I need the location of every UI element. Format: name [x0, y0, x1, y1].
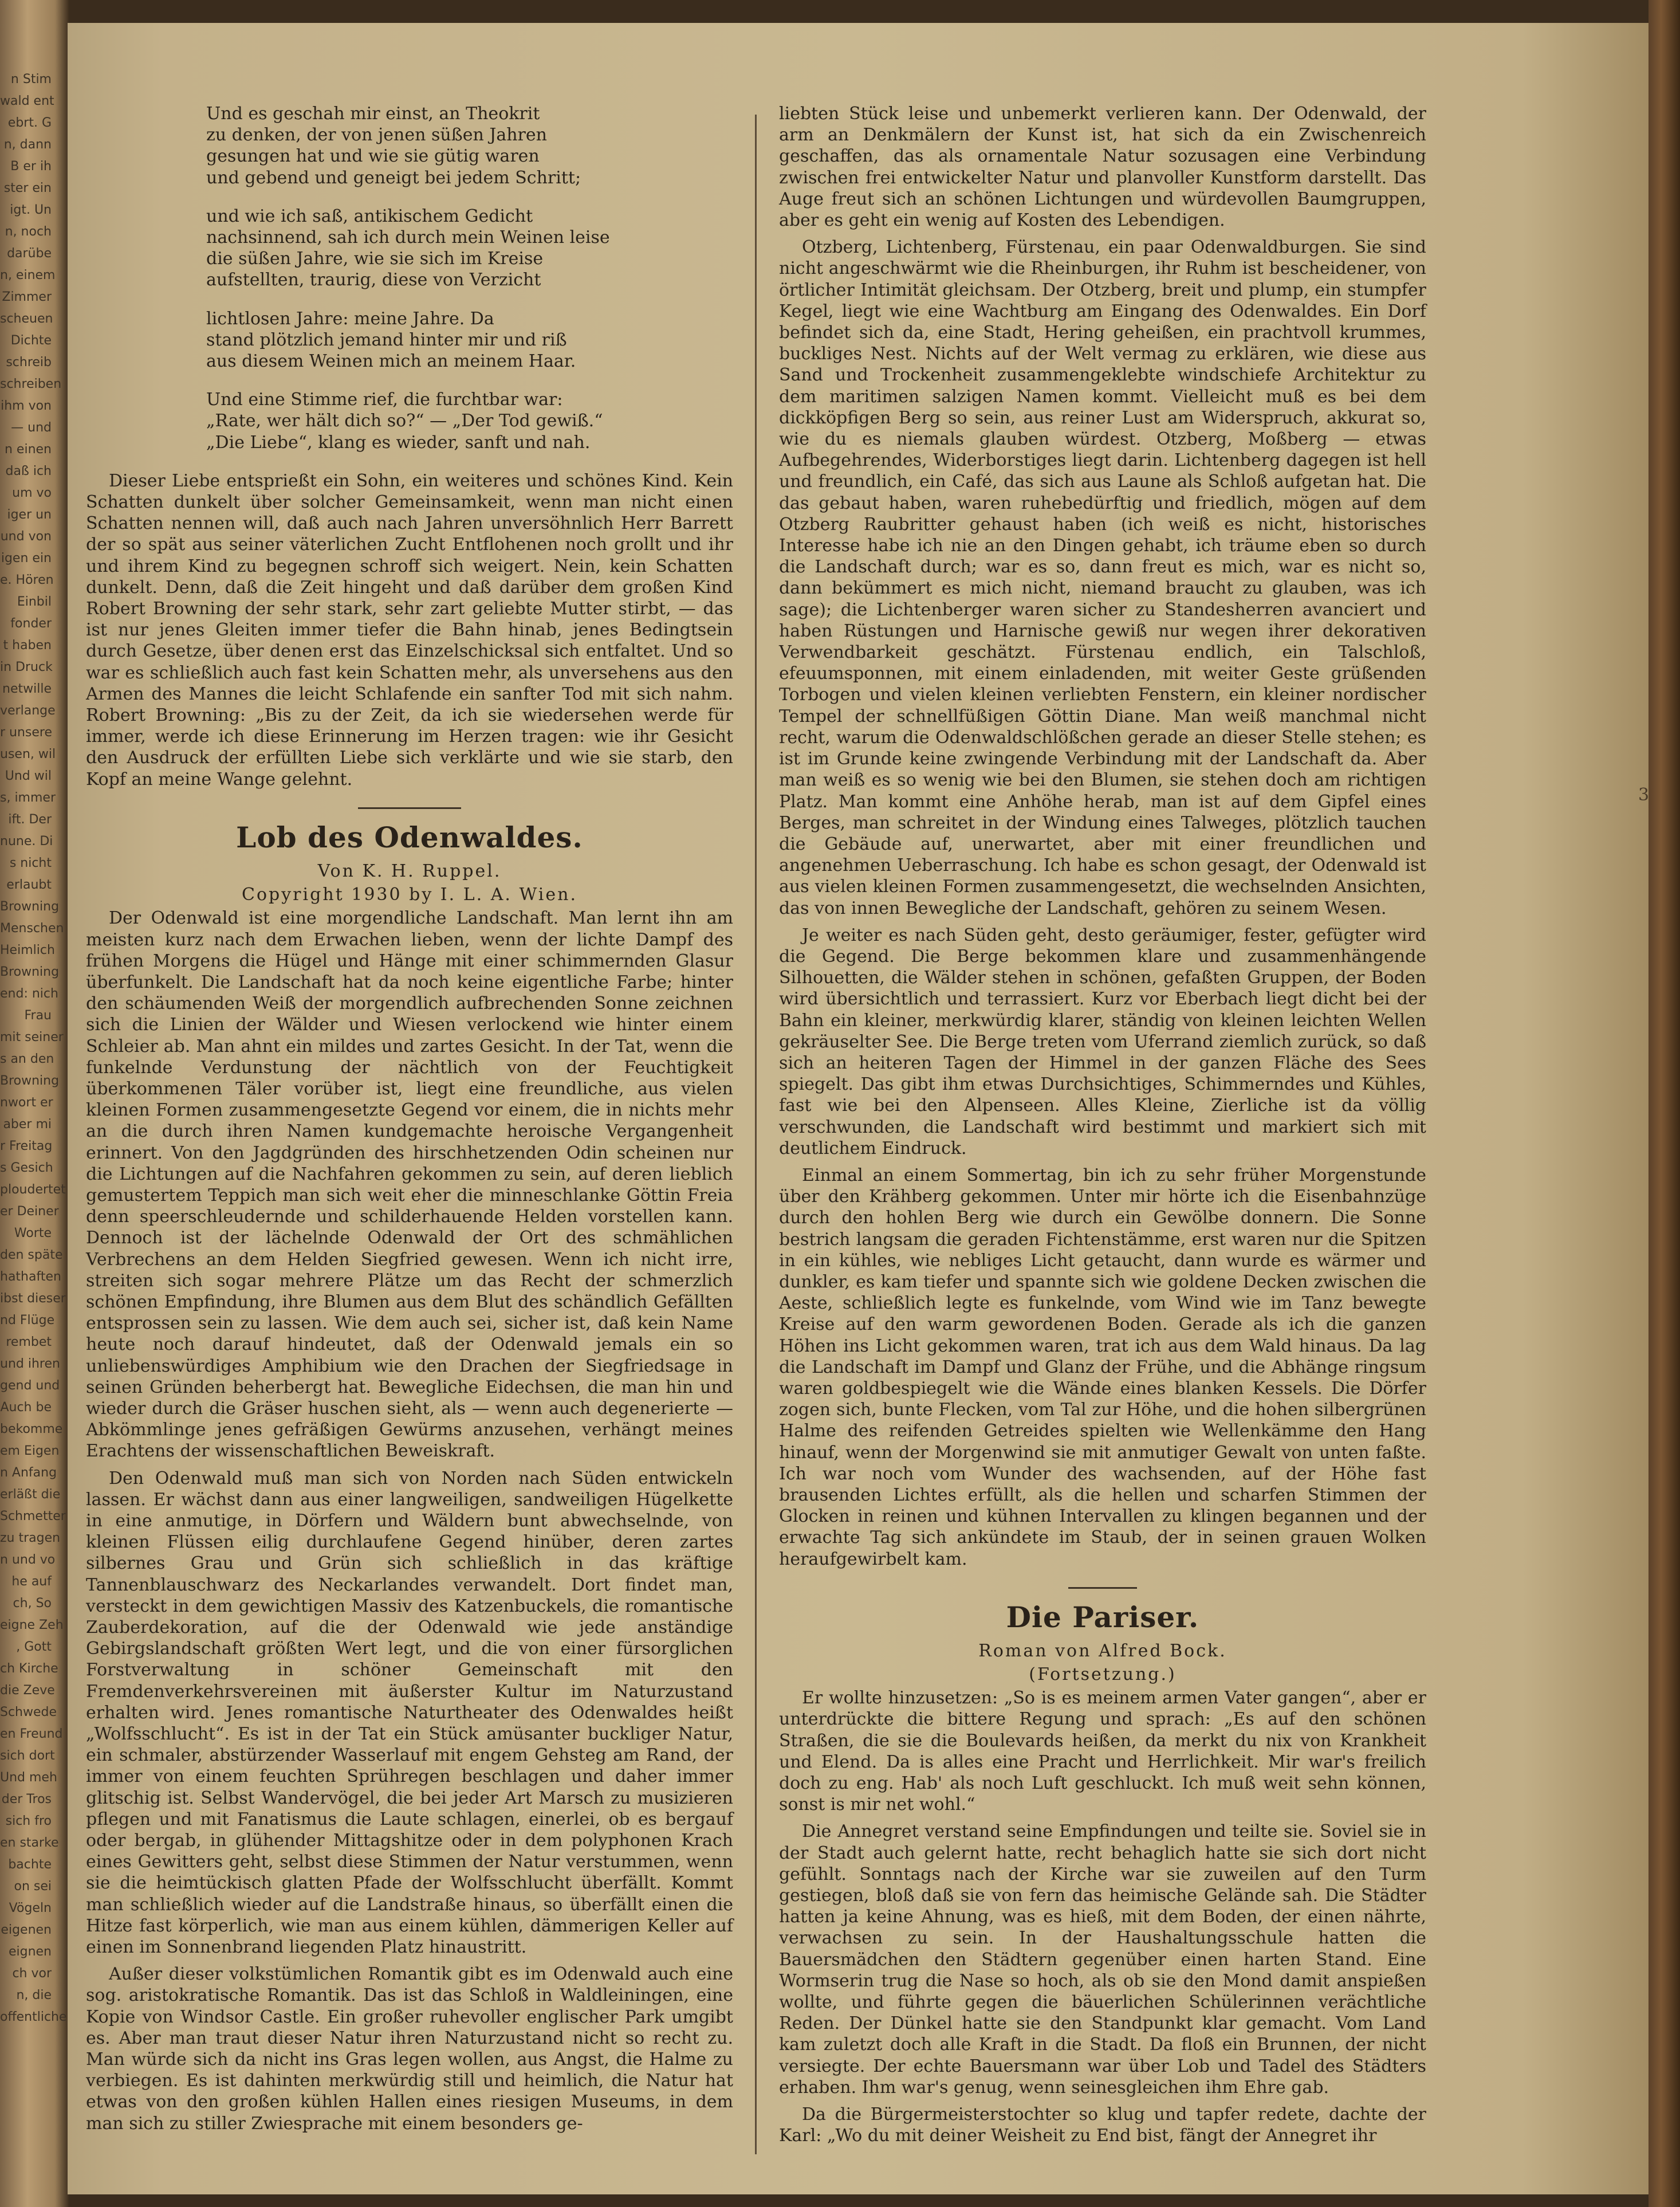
paragraph: Der Odenwald ist eine morgendliche Landschaft. Man lernt ihn am meisten kurz nach dem Erwachen lieben, wenn der lichte Dampf des frühen Morgens die Hügel und Hänge mit einer schimmernden Glasur überfunkelt. Die Landschaft hat da noch keine eigentliche Farbe; hinter den schäumenden Weiß der morgendlich aufbrechenden Sonne zeichnen sich die Linien der Wälder und Wiesen verlockend wie hinter einem Schleier ab. Man ahnt ein mildes und zartes Gesicht. In der Tat, wenn die funkelnde Verdunstung der nächtlich von der Feuchtigkeit überkommenen Täler vorüber ist, liegt eine freundliche, aus vielen kleinen Formen zusammengesetzte Gegend vor einem, die in nichts mehr an die durch ihren Namen kundgemachte heroische Vergangenheit erinnert. Von den Jagdgründen des hirschhetzenden Odin scheinen nur die Lichtungen auf die Nachfahren gekommen zu sein, auf deren lieblich gemustertem Teppich man sich weit eher die minneschlanke Göttin Freia denn speerschleudernde und schilderhauende Helden vorstellen kann. Dennoch ist der lächelnde Odenwald der Ort des schmählichen Verbrechens an dem Helden Siegfried gewesen. Wenn ich nicht irre, streiten sich sogar mehrere Plätze um das Recht der schmerzlich schönen Empfindung, ihre Blumen aus dem Blut des schändlich Gefällten entsprossen sein zu lassen. Wie dem auch sei, sicher ist, daß kein Name heute noch darauf hindeutet, daß der Odenwald jemals ein so unliebenswürdiges Amphibium wie den Drachen der Siegfriedsage in seinen Gründen beherbergt hat. Bewegliche Eidechsen, die man hin und wieder durch die Gräser huschen sieht, als — wenn auch degenerierte — Abkömmlinge jenes gefräßigen Gewürms anzusehen, verhängt meines Erachtens der wissenschaftlichen Beweiskraft.: [86, 908, 733, 1462]
previous-page-line: Dichte: [10, 333, 52, 348]
previous-page-line: en starke: [0, 1836, 59, 1850]
paragraph: Da die Bürgermeisterstochter so klug und tapfer redete, dachte der Karl: „Wo du mit deiner Weisheit zu End bist, fängt der Annegret ihr: [779, 2104, 1426, 2146]
previous-page-line: n, dann: [3, 138, 52, 152]
previous-page-line: n, die: [16, 1988, 52, 2002]
poem-line: gesungen hat und wie sie gütig waren: [206, 146, 540, 167]
previous-page-line: Browning: [0, 900, 60, 914]
article-author: Von K. H. Ruppel.: [317, 861, 502, 881]
previous-page-line: Heimlich: [0, 943, 55, 957]
section-divider: [1068, 1587, 1137, 1589]
previous-page-line: Frau: [24, 1008, 52, 1023]
poem-line: die süßen Jahre, wie sie sich im Kreise: [206, 249, 544, 269]
poem-line: „Rate, wer hält dich so?“ — „Der Tod gewiß.“: [206, 411, 603, 431]
previous-page-line: scheuen: [0, 312, 53, 326]
previous-page-line: um vo: [12, 486, 52, 500]
previous-page-line: ihm von: [1, 399, 52, 413]
previous-page-line: sich dort: [0, 1749, 55, 1763]
previous-page-line: B er ih: [10, 159, 52, 174]
previous-page-line: ch vor: [12, 1966, 52, 1981]
previous-page-line: n, einem: [0, 268, 56, 282]
previous-page-line: ploudertet: [0, 1183, 66, 1197]
previous-page-line: he auf: [11, 1574, 52, 1589]
book-edge-right: [1648, 0, 1680, 2207]
previous-page-line: n Stim: [10, 72, 52, 87]
previous-page-line: gend und: [0, 1379, 60, 1393]
previous-page-line: verlange: [0, 704, 56, 718]
previous-page-line: r unsere: [0, 725, 53, 740]
poem-line: und wie ich saß, antikischem Gedicht: [206, 206, 533, 226]
novel-byline: Roman von Alfred Bock.: [978, 1640, 1227, 1661]
previous-page-line: n Anfang: [0, 1466, 57, 1480]
section-divider: [358, 807, 461, 809]
previous-page-line: aber mi: [3, 1117, 52, 1132]
previous-page-line: ibst dieser: [0, 1291, 66, 1306]
previous-page-line: schreiben: [0, 377, 62, 391]
previous-page-line: ift. Der: [8, 812, 52, 827]
previous-page-line: nd Flüge: [0, 1313, 55, 1328]
previous-page-line: nune. Di: [0, 834, 53, 849]
previous-page-line: end: nich: [0, 987, 58, 1001]
previous-page-line: s nicht: [9, 856, 52, 870]
novel-note: (Fortsetzung.): [1029, 1664, 1177, 1685]
previous-page-line: erläßt die: [0, 1487, 61, 1502]
poem-line: aufstellten, traurig, diese von Verzicht: [206, 270, 541, 290]
previous-page-line: Auch be: [0, 1400, 52, 1415]
novel-body: [779, 1687, 1426, 2146]
previous-page-line: — und: [11, 421, 52, 435]
previous-page-line: hathaften: [0, 1270, 61, 1284]
paragraph: Einmal an einem Sommertag, bin ich zu sehr früher Morgenstunde über den Krähberg gekommen. Unter mir hörte ich die Eisenbahnzüge durch den hohlen Berg wie durch ein Gewölbe donnern. Die Sonne bestrich langsam die geraden Fichtenstämme, erst waren nur die Spitzen in ein kühles, wie nebliges Licht getaucht, dann wurde es wärmer und dunkler, es kam tiefer und spannte sich wie goldene Decken zwischen die Aeste, schließlich legte es funkelnde, vom Wind wie im Tanz bewegte Kreise auf den warm gewordenen Boden. Gerade als ich die ganzen Höhen ins Licht gekommen waren, trat ich aus dem Wald hinaus. Da lag die Landschaft im Dampf und Glanz der Frühe, und die Abhänge ringsum waren goldbespiegelt wie die Wände eines blanken Kessels. Die Dörfer zogen sich, bunte Flecken, vom Tal zur Höhe, und die hohen silbergrünen Halme des reifenden Getreides spielten wie Wellenkämme den Hang hinauf, wenn der Morgenwind sie mit anmutiger Gewalt von unten faßte. Ich war noch vom Wunder des wachsenden, auf der Höhe fast brausenden Lichtes erfüllt, als die hellen und scharfen Stimmen der Glocken in reinen und kühnen Intervallen zu klingen begannen und der erwachte Tag sich ankündete im Staub, der in seinen grauen Wolken heraufgewirbelt kam.: [779, 1165, 1426, 1569]
previous-page-line: er Deiner: [0, 1204, 59, 1219]
poem: [86, 103, 733, 453]
previous-page-line: usen, wil: [0, 747, 56, 761]
previous-page-line: ch Kirche: [0, 1662, 58, 1676]
previous-page-line: e. Hören: [0, 573, 54, 587]
previous-page-line: Und wil: [5, 769, 52, 783]
previous-page-line: Menschen: [0, 921, 64, 936]
article-body: [86, 908, 733, 2134]
poem-stanza: [86, 308, 733, 372]
previous-page-edge: [0, 69, 67, 2074]
article-copyright: Copyright 1930 by I. L. A. Wien.: [242, 885, 577, 905]
left-column: [86, 103, 733, 2140]
previous-page-line: s an den: [0, 1052, 54, 1066]
previous-page-line: Browning: [0, 965, 60, 979]
previous-page-line: nwort er: [0, 1095, 53, 1110]
right-column: [779, 103, 1426, 2152]
paragraph: liebten Stück leise und unbemerkt verlieren kann. Der Odenwald, der arm an Denkmälern der Kunst ist, hat sich da ein Zwischenreich geschaffen, das als ornamentale Natur sozusagen eine Verbindung zwischen frei entwickelter Natur und planvoller Kunstform darstellt. Das Auge freut sich an schönen Lichtungen und würdevollen Baumgruppen, aber es geht ein wenig auf Kosten des Lebendigen.: [779, 104, 1426, 231]
previous-page-line: Zimmer: [2, 290, 52, 304]
previous-page-line: und ihren: [0, 1357, 60, 1371]
previous-page-line: darübe: [7, 246, 52, 261]
previous-page-line: wald ent: [0, 94, 54, 108]
previous-page-line: mit seiner: [0, 1030, 64, 1044]
previous-page-line: Schmetter: [0, 1509, 66, 1523]
previous-page-line: igen ein: [1, 551, 52, 566]
poem-line: stand plötzlich jemand hinter mir und riß: [206, 329, 567, 350]
previous-page-line: Schwede: [0, 1705, 57, 1719]
previous-page-line: ch, So: [13, 1596, 52, 1611]
previous-page-line: ster ein: [3, 181, 52, 195]
previous-page-line: eigenen: [1, 1923, 52, 1937]
previous-page-line: sich fro: [5, 1814, 52, 1828]
previous-page-line: t haben: [3, 638, 52, 653]
poem-line: aus diesem Weinen mich an meinem Haar.: [206, 351, 576, 372]
poem-line: zu denken, der von jenen süßen Jahren: [206, 125, 547, 146]
previous-page-line: en Freund: [0, 1727, 63, 1741]
previous-page-line: in Druck: [0, 660, 53, 674]
poem-stanza: [86, 206, 733, 291]
previous-page-line: n und vo: [0, 1553, 56, 1567]
poem-line: „Die Liebe“, klang es wieder, sanft und nah.: [206, 432, 591, 453]
poem-line: nachsinnend, sah ich durch mein Weinen leise: [206, 227, 610, 248]
column-rule: [755, 115, 757, 2154]
previous-page-line: eigne Zeh: [0, 1618, 64, 1632]
browning-text: [86, 470, 733, 790]
previous-page-line: daß ich: [5, 464, 52, 478]
previous-page-line: Einbil: [17, 595, 52, 609]
previous-page-line: Worte: [14, 1226, 52, 1240]
poem-line: Und eine Stimme rief, die furchtbar war:: [206, 390, 563, 410]
previous-page-line: Browning: [0, 1074, 60, 1088]
paragraph: Den Odenwald muß man sich von Norden nach Süden entwickeln lassen. Er wächst dann aus einer langweiligen, sandweiligen Hügelkette in eine anmutige, in Dörfern und Wäldern bunt abwechselnde, von kleinen Flüssen eilig durchlaufene Gegend hinüber, deren zartes silbernes Grau und Grün sich schließlich in das kräftige Tannenblauschwarz des Neckarlandes verwandelt. Dort findet man, versteckt in dem gewichtigen Massiv des Katzenbuckels, die romantische Zauberdekoration, auf die der Odenwald wie jede anständige Gebirgslandschaft größten Wert legt, und die von einer fürsorglichen Forstverwaltung in schöner Gemeinschaft mit den Fremdenverkehrsvereinen mit äußerster Kultur im Naturzustand erhalten wird. Jenes romantische Naturtheater des Odenwaldes heißt „Wolfsschlucht“. Es ist in der Tat ein Stück amüsanter buckliger Natur, ein schmaler, abstürzender Wasserlauf mit engem Gehsteg am Rand, der immer von einem feuchten Sprühregen beschlagen und daher immer glitschig ist. Selbst Wandervögel, die bei jeder Art Marsch zu musizieren pflegen und mit Fanatismus die Laute schlagen, einerlei, ob es bergauf oder bergab, in glühender Mittagshitze oder in dem polyphonen Krach eines Gewitters geht, selbst diese Stimmen der Natur verstummen, wenn sie die heimtückisch glatten Pfade der Wolfsschlucht überfällt. Kommt man schließlich wieder auf die Landstraße hinaus, so überfällt einen die Hitze fast körperlich, wie man aus einem kühlen, dämmerigen Keller auf einen im Sonnenbrand liegenden Platz hinaustritt.: [86, 1468, 733, 1958]
poem-stanza: [86, 389, 733, 453]
article-title: Lob des Odenwaldes.: [236, 820, 583, 854]
paragraph: Je weiter es nach Süden geht, desto geräumiger, fester, gefügter wird die Gegend. Die Berge bekommen klare und zusammenhängende Silhouetten, die Wälder stehen in schönen, gefaßten Gruppen, der Boden wird übersichtlich und terrassiert. Kurz vor Eberbach liegt dicht bei der Bahn ein kleiner, merkwürdig klarer, ständig von kleinen leichten Wellen gekräuselter See. Die Berge treten vom Uferrand ziemlich zurück, so daß sich an heiteren Tagen der Himmel in der ganzen Fläche des Sees spiegelt. Das gibt ihm etwas Durchsichtiges, Schimmerndes und Kühles, fast wie bei den Alpenseen. Alles Kleine, Zierliche ist da völlig verschwunden, die Landschaft wird bestimmt und markiert sich mit deutlichem Eindruck.: [779, 925, 1426, 1159]
paragraph: Otzberg, Lichtenberg, Fürstenau, ein paar Odenwaldburgen. Sie sind nicht angeschwärmt wie die Rheinburgen, ihr Ruhm ist bescheidener, von örtlicher Intimität gleichsam. Der Otzberg, breit und plump, ein stumpfer Kegel, liegt wie eine Wachtburg am Eingang des Odenwaldes. Ein Dorf befindet sich da, eine Stadt, Hering geheißen, ein prachtvoll krummes, buckliges Nest. Nichts auf der Welt vermag zu erklären, wie diese aus Sand und Trockenheit zusammengeklebte windschiefe Architektur zu dem maritimen salzigen Namen kommt. Vielleicht muß es bei dem dickköpfigen Berg so sein, aus reiner Lust am Widerspruch, akkurat so, wie du es niemals glauben würdest. Otzberg, Moßberg — etwas Aufbegehrendes, Widerborstiges liegt darin. Lichtenberg dagegen ist hell und freundlich, ein Café, das sich aus Laune als Schloß aufgetan hat. Die das gebaut haben, waren ruhebedürftig und friedlich, mögen auf dem Otzberg Raubritter gehaust haben (ich weiß es nicht, historisches Interesse habe ich nie an den Dingen gehabt, ich träume eben so durch die Landschaft durch; war es so, dann freut es mich, war es nicht so, dann bekümmert es mich nicht, niemand braucht zu glauben, was ich sage); die Lichtenberger waren sicher zu Standesherren avanciert und haben Rüstungen und Harnische gewiß nur wegen ihrer dekorativen Verwendbarkeit geschätzt. Fürstenau endlich, ein Talschloß, efeuumsponnen, mit einem einladenden, mit weiter Geste grüßenden Torbogen und vielen kleinen verliebten Fenstern, ein kleiner nordischer Tempel der schnellfüßigen Göttin Diane. Man weiß manchmal nicht recht, warum die Odenwaldschlößchen gerade an dieser Stelle stehen; es ist im Grunde keine zwingende Verbindung mit der Landschaft da. Aber man weiß es so wenig wie bei den Blumen, sie stehen doch am richtigen Platz. Man kommt eine Anhöhe herab, man ist auf dem Gipfel eines Berges, man schreitet in der Windung eines Talweges, plötzlich tauchen die Gebäude auf, unerwartet, aber mit einer freundlichen und angenehmen Ueberraschung. Ich habe es schon gesagt, der Odenwald ist aus vielen kleinen Formen zusammengesetzt, die wechselnden Ansichten, das von innen Bewegliche der Landschaft, gehören zu seinem Wesen.: [779, 237, 1426, 918]
previous-page-line: und von: [0, 529, 52, 544]
previous-page-line: rembet: [6, 1335, 52, 1349]
novel-title: Die Pariser.: [1006, 1600, 1199, 1634]
previous-page-line: igt. Un: [10, 203, 52, 217]
previous-page-line: bachte: [8, 1858, 52, 1872]
previous-page-line: n, noch: [5, 225, 52, 239]
paragraph: Er wollte hinzusetzen: „So is es meinem armen Vater gangen“, aber er unterdrückte die bittere Regung und sprach: „Es auf den schönen Straßen, die sie die Boulevards heißen, da merkt du nix von Krankheit und Elend. Da is alles eine Pracht und Herrlichkeit. Mir war's freilich doch zu eng. Hab' als noch Luft geschluckt. Ich muß weit sehn können, sonst is mir net wohl.“: [779, 1688, 1426, 1815]
paragraph: Dieser Liebe entsprießt ein Sohn, ein weiteres und schönes Kind. Kein Schatten dunkelt über solcher Gemeinsamkeit, wenn man nicht einen Schatten nennen will, daß auch nach Jahren unversöhnlich Herr Barrett der so spät aus seiner väterlichen Zucht Entflohenen noch grollt und ihr und ihrem Kind zu begegnen schroff sich weigert. Nein, kein Schatten dunkelt. Denn, daß die Zeit hingeht und daß darüber dem großen Kind Robert Browning der sehr stark, sehr zart geliebte Mutter stirbt, — das ist nur jenes Gleiten immer tiefer die Bahn hinab, jenes Bedingtsein durch Gesetze, über denen erst das Einzelschicksal sich entfaltet. Und so war es schließlich auch fast kein Schatten mehr, als unversehens aus den Armen des Mannes die leicht Schlafende ein sanfter Tod mit sich nahm. Robert Browning: „Bis zu der Zeit, da ich sie wiedersehen werde für immer, werde ich diese Erinnerung im Herzen tragen: wie ihr Gesicht den Ausdruck der erfüllten Liebe sich verklärte und wie sie starb, den Kopf an meine Wange gelehnt.: [86, 470, 733, 790]
poem-stanza: [86, 103, 733, 189]
previous-page-line: em Eigen: [0, 1444, 60, 1458]
previous-page-line: den späte: [0, 1248, 63, 1262]
margin-mark: 3: [1638, 785, 1650, 805]
previous-page-line: die Zeve: [0, 1683, 55, 1698]
previous-page-line: offentliche: [0, 2010, 67, 2024]
previous-page-line: schreib: [6, 355, 52, 370]
previous-page-line: , Gott: [16, 1640, 52, 1654]
previous-page-line: Und meh: [0, 1770, 57, 1785]
previous-page-line: zu tragen: [0, 1531, 61, 1545]
previous-page-line: netwille: [2, 682, 52, 696]
paragraph: Außer dieser volkstümlichen Romantik gibt es im Odenwald auch eine sog. aristokratische Romantik. Das ist das Schloß in Waldleiningen, eine Kopie von Windsor Castle. Ein großer ruhevoller englischer Park umgibt es. Aber man traut dieser Natur ihren Naturzustand nicht so recht zu. Man würde sich da nicht ins Gras legen wollen, aus Angst, die Halme zu verbiegen. Es ist dahinten merkwürdig still und heimlich, die Natur hat etwas von den großen kühlen Hallen eines riesigen Museums, in dem man sich zu stiller Zwiesprache mit einem besonders ge-: [86, 1964, 733, 2134]
previous-page-line: Vögeln: [9, 1901, 52, 1915]
previous-page-line: s, immer: [0, 791, 56, 805]
previous-page-line: erlaubt: [6, 878, 52, 892]
previous-page-line: on sei: [14, 1879, 52, 1894]
poem-line: und gebend und geneigt bei jedem Schritt;: [206, 167, 581, 188]
article-continuation: [779, 103, 1426, 1570]
poem-line: Und es geschah mir einst, an Theokrit: [206, 104, 540, 124]
previous-page-line: s Gesich: [0, 1161, 53, 1175]
poem-line: lichtlosen Jahre: meine Jahre. Da: [206, 308, 494, 329]
previous-page-line: eignen: [8, 1945, 52, 1959]
previous-page-line: fonder: [10, 616, 52, 631]
previous-page-line: bekomme: [0, 1422, 63, 1436]
previous-page-line: r Freitag: [0, 1139, 53, 1153]
previous-page-line: der Tros: [1, 1792, 52, 1807]
previous-page-line: n einen: [4, 442, 52, 457]
previous-page-line: ebrt. G: [7, 116, 52, 130]
paragraph: Die Annegret verstand seine Empfindungen und teilte sie. Soviel sie in der Stadt auch gelernt hatte, recht behaglich hatte sie sich dort nicht gefühlt. Sonntags nach der Kirche war sie zuweilen auf den Turm gestiegen, bloß daß sie von fern das heimische Gelände sah. Die Städter hatten ja keine Ahnung, was es hieß, mit dem Boden, der einen nährte, verwachsen zu sein. In der Haushaltungsschule hatten die Bauersmädchen den Städtern gegenüber einen harten Stand. Eine Wormserin trug die Nase so hoch, als ob sie den Mond damit anspießen wollte, und führte gegen die bäuerlichen Schülerinnen verächtliche Reden. Der Dünkel hatte sie den Standpunkt klar gemacht. Vom Land kam zuletzt doch alle Kraft in die Stadt. Da floß ein Brunnen, der nicht versiegte. Der echte Bauersmann war über Lob und Tadel des Städters erhaben. Ihm war's genug, wenn seinesgleichen ihm Ehre gab.: [779, 1821, 1426, 2098]
previous-page-line: iger un: [7, 508, 52, 522]
